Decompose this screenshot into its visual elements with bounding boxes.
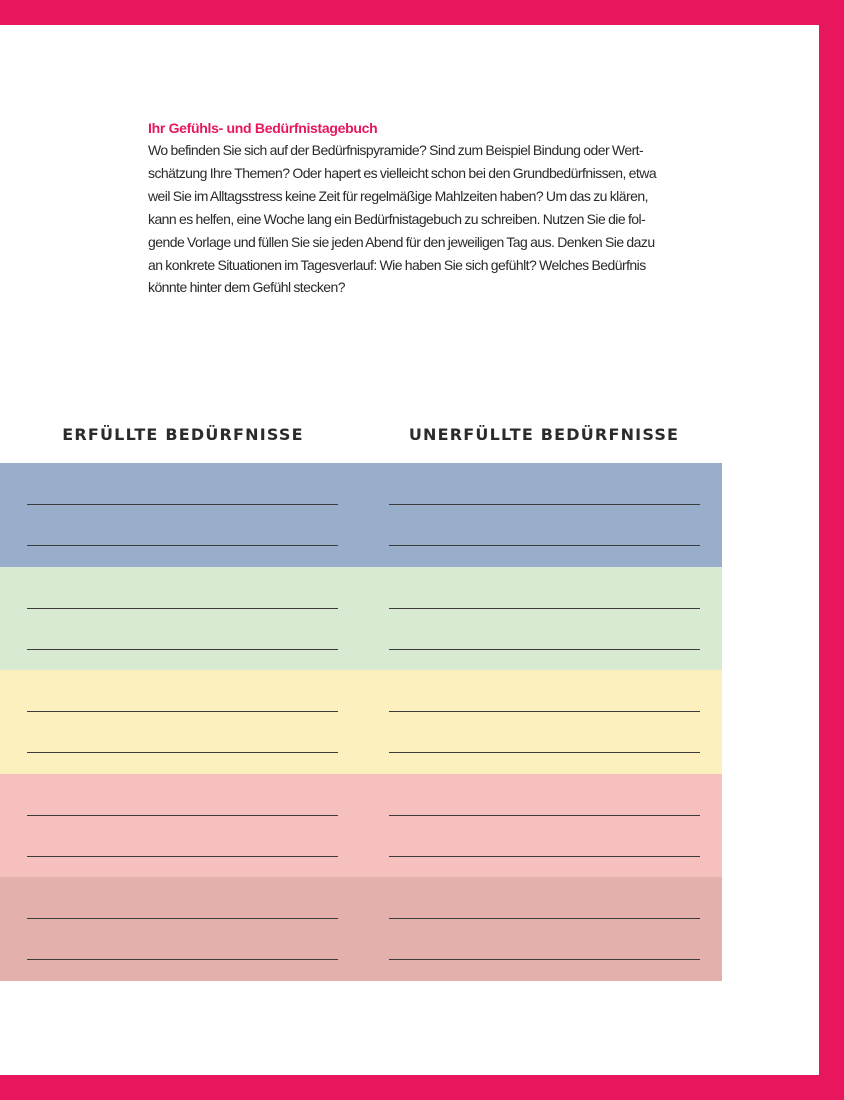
frame-right-bar [819,0,844,1100]
unfulfilled-write-line[interactable] [389,815,700,816]
journal-row [0,463,722,567]
intro-line: schätzung Ihre Themen? Oder hapert es vielleicht schon bei den Grundbedürfnissen, etwa [148,164,657,181]
fulfilled-write-line[interactable] [27,504,338,505]
unfulfilled-write-line[interactable] [389,856,700,857]
unfulfilled-write-line[interactable] [389,711,700,712]
intro-body [148,139,708,299]
fulfilled-write-line[interactable] [27,545,338,546]
intro-line: gende Vorlage und füllen Sie sie jeden Abend für den jeweiligen Tag aus. Denken Sie dazu [148,233,655,250]
unfulfilled-write-line[interactable] [389,918,700,919]
fulfilled-write-line[interactable] [27,856,338,857]
intro-line: an konkrete Situationen im Tagesverlauf: Wie haben Sie sich gefühlt? Welches Bedürfnis [148,256,646,273]
needs-journal-table [0,463,722,981]
unfulfilled-needs-header: UNERFÜLLTE BEDÜRFNISSE [408,425,680,444]
journal-row [0,670,722,774]
unfulfilled-write-line[interactable] [389,649,700,650]
intro-line: könnte hinter dem Gefühl stecken? [148,279,345,296]
unfulfilled-write-line[interactable] [389,752,700,753]
intro-line: Wo befinden Sie sich auf der Bedürfnispyramide? Sind zum Beispiel Bindung oder Wert- [148,142,644,158]
fulfilled-write-line[interactable] [27,711,338,712]
unfulfilled-write-line[interactable] [389,608,700,609]
fulfilled-write-line[interactable] [27,649,338,650]
intro-line: kann es helfen, eine Woche lang ein Bedürfnistagebuch zu schreiben. Nutzen Sie die fol- [148,210,646,227]
frame-bottom-bar [0,1075,844,1100]
intro-section [148,117,708,299]
frame-top-bar [0,0,844,25]
intro-line: weil Sie im Alltagsstress keine Zeit für regelmäßige Mahlzeiten haben? Um das zu klären, [148,187,648,204]
intro-title: Ihr Gefühls- und Bedürfnistagebuch [148,120,378,136]
fulfilled-write-line[interactable] [27,918,338,919]
unfulfilled-write-line[interactable] [389,959,700,960]
journal-row [0,774,722,878]
fulfilled-write-line[interactable] [27,608,338,609]
unfulfilled-write-line[interactable] [389,545,700,546]
fulfilled-write-line[interactable] [27,815,338,816]
fulfilled-needs-header: ERFÜLLTE BEDÜRFNISSE [62,425,304,444]
journal-row [0,877,722,981]
fulfilled-write-line[interactable] [27,752,338,753]
unfulfilled-write-line[interactable] [389,504,700,505]
journal-row [0,567,722,671]
fulfilled-write-line[interactable] [27,959,338,960]
